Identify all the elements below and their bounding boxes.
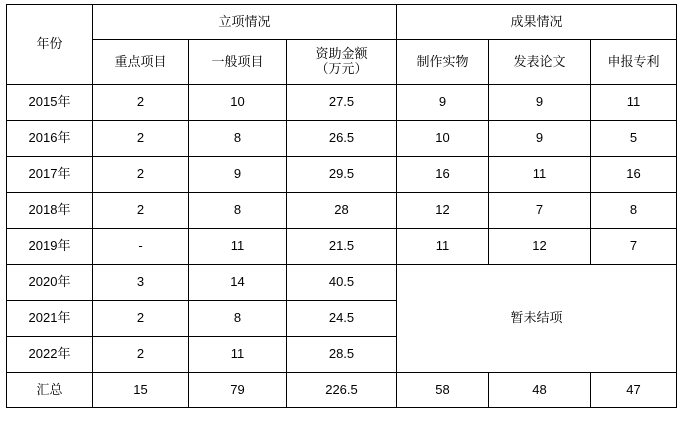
cell-objects: 11 [397, 229, 489, 265]
cell-amount: 27.5 [287, 85, 397, 121]
cell-amount: 24.5 [287, 301, 397, 337]
cell-year: 2015年 [7, 85, 93, 121]
cell-total-key-projects: 15 [93, 373, 189, 408]
table-row [7, 193, 677, 229]
cell-general-projects: 14 [189, 265, 287, 301]
cell-key-projects: 2 [93, 157, 189, 193]
cell-patents: 5 [591, 121, 677, 157]
cell-general-projects: 11 [189, 229, 287, 265]
header-amount-line2: （万元） [315, 61, 368, 76]
table-row [7, 121, 677, 157]
cell-patents: 7 [591, 229, 677, 265]
cell-patents: 16 [591, 157, 677, 193]
cell-year: 2017年 [7, 157, 93, 193]
cell-year: 2018年 [7, 193, 93, 229]
cell-objects: 9 [397, 85, 489, 121]
cell-total-general-projects: 79 [189, 373, 287, 408]
cell-papers: 9 [489, 121, 591, 157]
header-group-row [7, 5, 677, 40]
cell-patents: 8 [591, 193, 677, 229]
cell-key-projects: 2 [93, 85, 189, 121]
cell-objects: 16 [397, 157, 489, 193]
cell-key-projects: 2 [93, 193, 189, 229]
cell-total-patents: 47 [591, 373, 677, 408]
cell-general-projects: 9 [189, 157, 287, 193]
header-sub-row [7, 40, 677, 85]
header-amount-line1: 资助金额 [315, 46, 368, 62]
cell-year: 2020年 [7, 265, 93, 301]
table-body [7, 85, 677, 408]
cell-year: 2019年 [7, 229, 93, 265]
cell-amount: 21.5 [287, 229, 397, 265]
cell-pending-note: 暂未结项 [397, 265, 677, 373]
header-year: 年份 [7, 5, 93, 85]
cell-papers: 12 [489, 229, 591, 265]
table-row [7, 229, 677, 265]
cell-patents: 11 [591, 85, 677, 121]
cell-amount: 26.5 [287, 121, 397, 157]
cell-year: 2022年 [7, 337, 93, 373]
header-patents: 申报专利 [591, 40, 677, 85]
header-general-projects: 一般项目 [189, 40, 287, 85]
header-key-projects: 重点项目 [93, 40, 189, 85]
cell-key-projects: 2 [93, 301, 189, 337]
cell-amount: 29.5 [287, 157, 397, 193]
cell-year: 2021年 [7, 301, 93, 337]
header-objects: 制作实物 [397, 40, 489, 85]
cell-general-projects: 11 [189, 337, 287, 373]
header-amount [287, 40, 397, 85]
table-row [7, 157, 677, 193]
cell-objects: 12 [397, 193, 489, 229]
cell-general-projects: 8 [189, 301, 287, 337]
cell-key-projects: 2 [93, 337, 189, 373]
cell-key-projects: - [93, 229, 189, 265]
table-row [7, 265, 677, 301]
cell-year: 2016年 [7, 121, 93, 157]
cell-papers: 7 [489, 193, 591, 229]
table-total-row [7, 373, 677, 408]
table-header [7, 5, 677, 85]
cell-total-objects: 58 [397, 373, 489, 408]
header-group-projects: 立项情况 [93, 5, 397, 40]
cell-total-label: 汇总 [7, 373, 93, 408]
cell-amount: 40.5 [287, 265, 397, 301]
table-row [7, 85, 677, 121]
cell-amount: 28.5 [287, 337, 397, 373]
cell-amount: 28 [287, 193, 397, 229]
cell-general-projects: 8 [189, 121, 287, 157]
cell-papers: 11 [489, 157, 591, 193]
header-papers: 发表论文 [489, 40, 591, 85]
cell-key-projects: 3 [93, 265, 189, 301]
header-group-results: 成果情况 [397, 5, 677, 40]
cell-papers: 9 [489, 85, 591, 121]
statistics-table [6, 4, 677, 408]
cell-general-projects: 10 [189, 85, 287, 121]
cell-objects: 10 [397, 121, 489, 157]
cell-general-projects: 8 [189, 193, 287, 229]
cell-total-amount: 226.5 [287, 373, 397, 408]
cell-total-papers: 48 [489, 373, 591, 408]
cell-key-projects: 2 [93, 121, 189, 157]
